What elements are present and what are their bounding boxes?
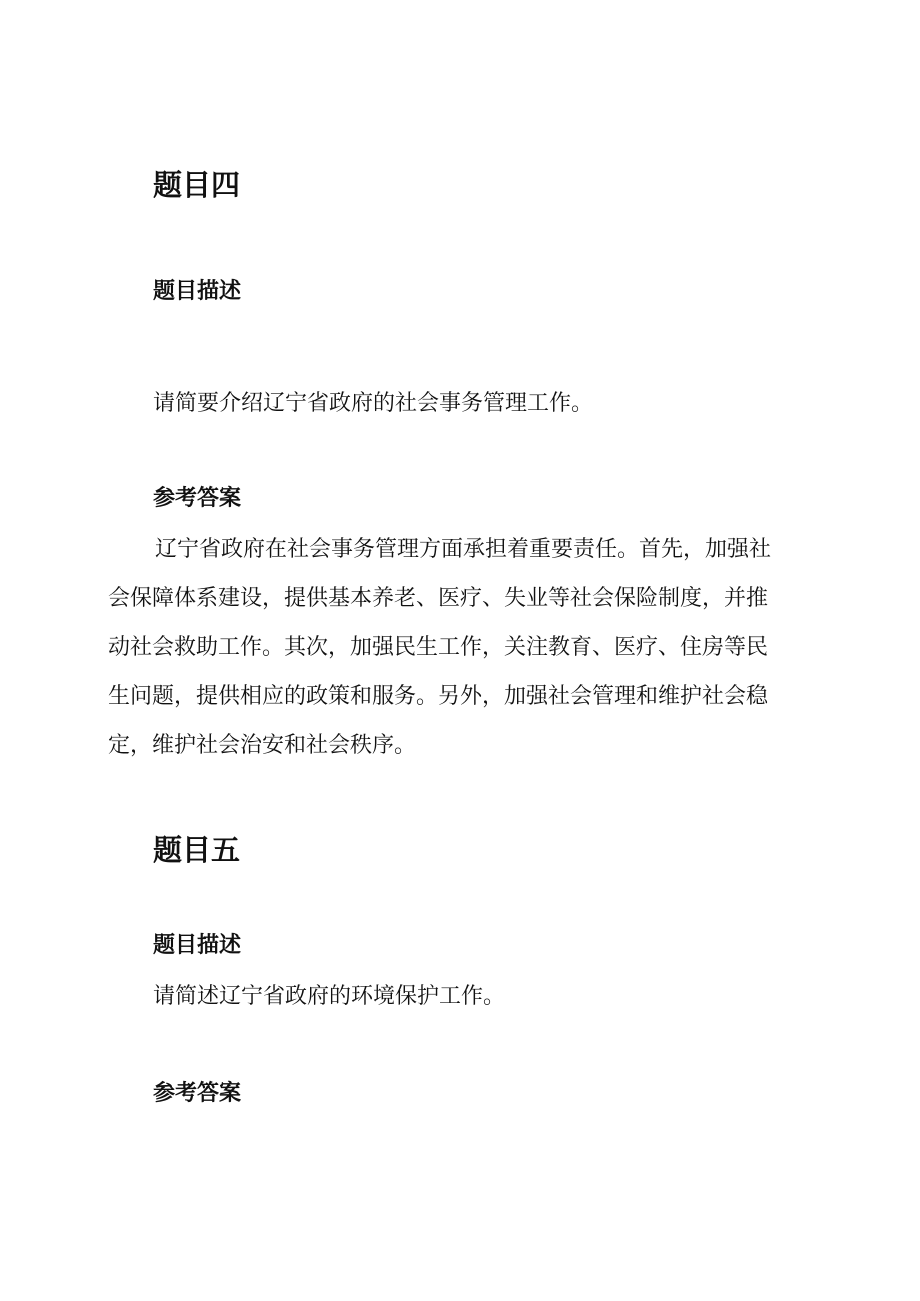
answer-line: 动社会救助工作。其次，加强民生工作，关注教育、医疗、住房等民 — [108, 635, 769, 660]
section4-question: 请简要介绍辽宁省政府的社会事务管理工作。 — [153, 391, 594, 416]
section5-title: 题目五 — [153, 833, 241, 867]
section5-question: 请简述辽宁省政府的环境保护工作。 — [153, 984, 506, 1009]
section4-answer-paragraph — [108, 535, 771, 780]
section4-description-heading: 题目描述 — [153, 279, 242, 304]
answer-line: 生问题，提供相应的政策和服务。另外，加强社会管理和维护社会稳 — [108, 684, 769, 709]
section5-description-heading: 题目描述 — [153, 933, 242, 958]
answer-line: 辽宁省政府在社会事务管理方面承担着重要责任。首先，加强社 — [155, 537, 772, 562]
section4-title: 题目四 — [153, 168, 241, 202]
answer-line: 定，维护社会治安和社会秩序。 — [108, 733, 417, 758]
section4-answer-heading: 参考答案 — [153, 486, 242, 511]
section5-answer-heading: 参考答案 — [153, 1081, 242, 1106]
answer-line: 会保障体系建设，提供基本养老、医疗、失业等社会保险制度，并推 — [108, 586, 769, 611]
